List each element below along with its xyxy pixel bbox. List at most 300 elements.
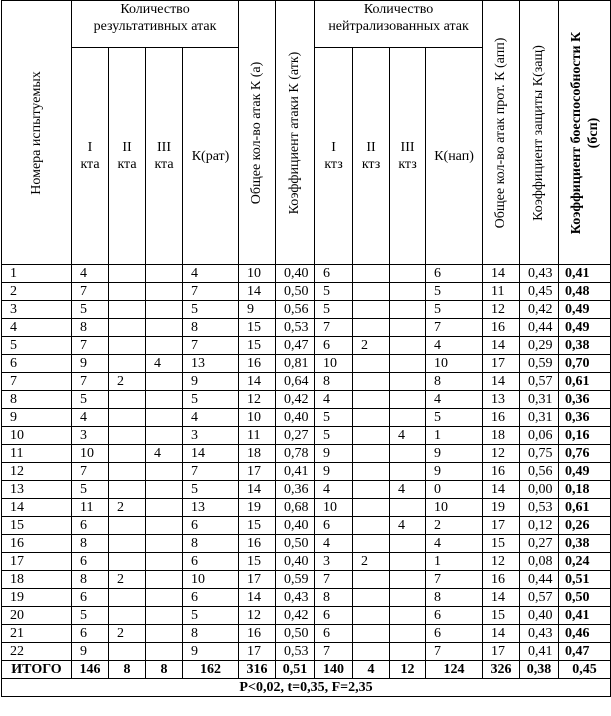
cell-neutralized-1: 5	[315, 283, 353, 301]
cell-neutralized-2	[353, 499, 390, 517]
cell-coef-attack: 0,78	[276, 445, 315, 463]
cell-attacks-rat: 8	[183, 535, 239, 553]
cell-total-opp-attacks: 14	[483, 625, 520, 643]
table-row	[2, 427, 611, 445]
cell-coef-defense: 0,29	[520, 337, 559, 355]
cell-neutralized-1: 9	[315, 445, 353, 463]
cell-total-attacks: 14	[239, 481, 276, 499]
header-coef-combat: Коэффициент боеспособности К (бсп)	[559, 1, 611, 265]
header-sub-attack-1: I кта	[72, 48, 109, 265]
cell-attacks-3	[146, 283, 183, 301]
cell-coef-attack: 0,40	[276, 553, 315, 571]
cell-attacks-1: 5	[72, 391, 109, 409]
total-attacks-1: 146	[72, 661, 109, 679]
table-body	[2, 265, 611, 661]
cell-neutralized-2	[353, 643, 390, 661]
cell-neutralized-nap: 8	[426, 589, 483, 607]
cell-neutralized-nap: 5	[426, 409, 483, 427]
cell-neutralized-1: 3	[315, 553, 353, 571]
cell-coef-defense: 0,40	[520, 607, 559, 625]
cell-coef-defense: 0,45	[520, 283, 559, 301]
total-coef-combat: 0,45	[559, 661, 611, 679]
cell-attacks-2	[109, 301, 146, 319]
table-row	[2, 517, 611, 535]
cell-coef-attack: 0,40	[276, 409, 315, 427]
table-row	[2, 319, 611, 337]
cell-coef-attack: 0,42	[276, 391, 315, 409]
cell-attacks-3	[146, 625, 183, 643]
cell-coef-defense: 0,44	[520, 571, 559, 589]
cell-row-number: 16	[2, 535, 72, 553]
total-neutralized-3: 12	[390, 661, 426, 679]
cell-neutralized-2	[353, 517, 390, 535]
cell-attacks-3	[146, 571, 183, 589]
cell-coef-combat: 0,50	[559, 589, 611, 607]
cell-total-attacks: 10	[239, 265, 276, 283]
cell-attacks-1: 6	[72, 625, 109, 643]
cell-attacks-3	[146, 265, 183, 283]
total-neutralized-2: 4	[353, 661, 390, 679]
table-row	[2, 553, 611, 571]
header-total-attacks: Общее кол-во атак К (а)	[239, 1, 276, 265]
table-row	[2, 265, 611, 283]
cell-total-attacks: 9	[239, 301, 276, 319]
cell-attacks-2: 2	[109, 499, 146, 517]
cell-total-attacks: 11	[239, 427, 276, 445]
total-attacks-2: 8	[109, 661, 146, 679]
header-sub-attack-3: III кта	[146, 48, 183, 265]
cell-neutralized-3	[390, 571, 426, 589]
cell-total-attacks: 14	[239, 283, 276, 301]
table-row	[2, 355, 611, 373]
cell-attacks-rat: 5	[183, 301, 239, 319]
cell-attacks-1: 11	[72, 499, 109, 517]
cell-attacks-2	[109, 427, 146, 445]
cell-coef-defense: 0,00	[520, 481, 559, 499]
cell-neutralized-3	[390, 301, 426, 319]
cell-neutralized-nap: 8	[426, 373, 483, 391]
cell-neutralized-1: 4	[315, 391, 353, 409]
cell-attacks-3	[146, 409, 183, 427]
cell-attacks-rat: 5	[183, 391, 239, 409]
cell-attacks-2	[109, 391, 146, 409]
cell-neutralized-nap: 4	[426, 391, 483, 409]
cell-neutralized-2: 2	[353, 553, 390, 571]
cell-attacks-2	[109, 553, 146, 571]
table-row	[2, 463, 611, 481]
cell-neutralized-1: 6	[315, 337, 353, 355]
cell-coef-attack: 0,59	[276, 571, 315, 589]
cell-total-attacks: 15	[239, 553, 276, 571]
cell-attacks-rat: 6	[183, 589, 239, 607]
cell-coef-attack: 0,56	[276, 301, 315, 319]
cell-row-number: 20	[2, 607, 72, 625]
cell-neutralized-nap: 0	[426, 481, 483, 499]
cell-total-opp-attacks: 19	[483, 499, 520, 517]
cell-neutralized-1: 7	[315, 643, 353, 661]
cell-attacks-1: 7	[72, 373, 109, 391]
cell-neutralized-nap: 4	[426, 535, 483, 553]
cell-attacks-3	[146, 535, 183, 553]
cell-attacks-3	[146, 337, 183, 355]
cell-attacks-2	[109, 319, 146, 337]
cell-row-number: 19	[2, 589, 72, 607]
cell-coef-combat: 0,49	[559, 301, 611, 319]
cell-attacks-3: 4	[146, 445, 183, 463]
total-neutralized-1: 140	[315, 661, 353, 679]
cell-total-attacks: 19	[239, 499, 276, 517]
cell-attacks-3: 4	[146, 355, 183, 373]
cell-coef-defense: 0,12	[520, 517, 559, 535]
cell-row-number: 3	[2, 301, 72, 319]
cell-total-attacks: 10	[239, 409, 276, 427]
cell-attacks-rat: 8	[183, 319, 239, 337]
cell-coef-attack: 0,50	[276, 283, 315, 301]
cell-neutralized-1: 7	[315, 571, 353, 589]
cell-total-opp-attacks: 16	[483, 571, 520, 589]
table-row	[2, 337, 611, 355]
cell-attacks-1: 8	[72, 319, 109, 337]
cell-coef-combat: 0,16	[559, 427, 611, 445]
cell-total-opp-attacks: 12	[483, 301, 520, 319]
cell-attacks-rat: 4	[183, 265, 239, 283]
header-numbers: Номера испытуемых	[2, 1, 72, 265]
cell-attacks-3	[146, 301, 183, 319]
cell-attacks-2	[109, 409, 146, 427]
cell-total-opp-attacks: 17	[483, 355, 520, 373]
cell-attacks-1: 6	[72, 553, 109, 571]
cell-coef-defense: 0,06	[520, 427, 559, 445]
table-row	[2, 301, 611, 319]
header-sub-neutralized-nap: К(нап)	[426, 48, 483, 265]
cell-coef-attack: 0,36	[276, 481, 315, 499]
total-coef-attack: 0,51	[276, 661, 315, 679]
cell-neutralized-3	[390, 589, 426, 607]
cell-attacks-2	[109, 445, 146, 463]
cell-neutralized-3	[390, 409, 426, 427]
table-row	[2, 571, 611, 589]
cell-attacks-3	[146, 517, 183, 535]
cell-neutralized-1: 6	[315, 607, 353, 625]
cell-total-opp-attacks: 16	[483, 409, 520, 427]
cell-coef-defense: 0,57	[520, 373, 559, 391]
header-sub-neutralized-2: II ктз	[353, 48, 390, 265]
cell-coef-defense: 0,31	[520, 409, 559, 427]
cell-attacks-3	[146, 391, 183, 409]
cell-attacks-2: 2	[109, 373, 146, 391]
cell-neutralized-nap: 5	[426, 283, 483, 301]
cell-neutralized-2	[353, 373, 390, 391]
cell-neutralized-3	[390, 535, 426, 553]
total-total-attacks: 316	[239, 661, 276, 679]
cell-attacks-1: 7	[72, 283, 109, 301]
results-table	[1, 0, 611, 697]
cell-coef-combat: 0,49	[559, 463, 611, 481]
cell-row-number: 17	[2, 553, 72, 571]
cell-total-opp-attacks: 15	[483, 607, 520, 625]
cell-total-attacks: 15	[239, 517, 276, 535]
cell-attacks-2	[109, 283, 146, 301]
cell-coef-combat: 0,61	[559, 373, 611, 391]
cell-neutralized-nap: 1	[426, 427, 483, 445]
cell-attacks-3	[146, 481, 183, 499]
cell-attacks-rat: 7	[183, 337, 239, 355]
cell-attacks-rat: 6	[183, 553, 239, 571]
cell-coef-defense: 0,42	[520, 301, 559, 319]
cell-attacks-3	[146, 373, 183, 391]
table-footer	[2, 661, 611, 697]
cell-coef-combat: 0,36	[559, 391, 611, 409]
cell-row-number: 15	[2, 517, 72, 535]
cell-coef-defense: 0,56	[520, 463, 559, 481]
cell-row-number: 5	[2, 337, 72, 355]
cell-attacks-rat: 7	[183, 463, 239, 481]
cell-attacks-2: 2	[109, 571, 146, 589]
cell-coef-attack: 0,42	[276, 607, 315, 625]
cell-neutralized-3	[390, 337, 426, 355]
cell-coef-combat: 0,76	[559, 445, 611, 463]
cell-attacks-1: 9	[72, 355, 109, 373]
cell-neutralized-2	[353, 625, 390, 643]
table-row	[2, 481, 611, 499]
cell-attacks-3	[146, 319, 183, 337]
cell-attacks-2	[109, 589, 146, 607]
table-row	[2, 589, 611, 607]
cell-neutralized-3	[390, 499, 426, 517]
header-sub-attack-rat: К(рат)	[183, 48, 239, 265]
cell-neutralized-nap: 4	[426, 337, 483, 355]
cell-total-attacks: 14	[239, 589, 276, 607]
cell-attacks-1: 5	[72, 607, 109, 625]
cell-coef-defense: 0,43	[520, 625, 559, 643]
cell-row-number: 14	[2, 499, 72, 517]
cell-attacks-3	[146, 643, 183, 661]
cell-attacks-rat: 5	[183, 481, 239, 499]
cell-total-attacks: 16	[239, 355, 276, 373]
cell-coef-defense: 0,75	[520, 445, 559, 463]
cell-total-attacks: 18	[239, 445, 276, 463]
cell-coef-defense: 0,43	[520, 265, 559, 283]
cell-neutralized-nap: 9	[426, 445, 483, 463]
cell-neutralized-2	[353, 301, 390, 319]
cell-neutralized-3	[390, 553, 426, 571]
table-row	[2, 499, 611, 517]
cell-neutralized-3: 4	[390, 427, 426, 445]
cell-neutralized-nap: 7	[426, 571, 483, 589]
cell-attacks-3	[146, 499, 183, 517]
cell-attacks-rat: 9	[183, 373, 239, 391]
cell-attacks-rat: 13	[183, 355, 239, 373]
cell-neutralized-3	[390, 373, 426, 391]
cell-neutralized-1: 8	[315, 373, 353, 391]
cell-total-opp-attacks: 17	[483, 517, 520, 535]
cell-attacks-1: 7	[72, 337, 109, 355]
cell-neutralized-3	[390, 463, 426, 481]
cell-attacks-2	[109, 607, 146, 625]
cell-attacks-rat: 3	[183, 427, 239, 445]
cell-coef-combat: 0,47	[559, 643, 611, 661]
cell-total-opp-attacks: 16	[483, 319, 520, 337]
cell-coef-combat: 0,61	[559, 499, 611, 517]
cell-attacks-rat: 14	[183, 445, 239, 463]
header-sub-neutralized-3: III ктз	[390, 48, 426, 265]
cell-neutralized-nap: 7	[426, 643, 483, 661]
cell-attacks-3	[146, 427, 183, 445]
cell-total-attacks: 16	[239, 535, 276, 553]
cell-total-opp-attacks: 18	[483, 427, 520, 445]
cell-coef-defense: 0,31	[520, 391, 559, 409]
cell-total-attacks: 17	[239, 571, 276, 589]
cell-neutralized-1: 5	[315, 301, 353, 319]
cell-attacks-2	[109, 643, 146, 661]
cell-coef-attack: 0,47	[276, 337, 315, 355]
cell-coef-attack: 0,68	[276, 499, 315, 517]
cell-coef-attack: 0,41	[276, 463, 315, 481]
cell-row-number: 22	[2, 643, 72, 661]
header-sub-attack-2: II кта	[109, 48, 146, 265]
cell-neutralized-2: 2	[353, 337, 390, 355]
total-attacks-rat: 162	[183, 661, 239, 679]
cell-attacks-2	[109, 481, 146, 499]
cell-coef-defense: 0,53	[520, 499, 559, 517]
cell-neutralized-2	[353, 427, 390, 445]
cell-neutralized-2	[353, 265, 390, 283]
cell-attacks-3	[146, 589, 183, 607]
cell-coef-attack: 0,27	[276, 427, 315, 445]
cell-row-number: 7	[2, 373, 72, 391]
cell-neutralized-nap: 10	[426, 355, 483, 373]
cell-total-opp-attacks: 14	[483, 589, 520, 607]
cell-neutralized-1: 10	[315, 355, 353, 373]
cell-coef-attack: 0,40	[276, 517, 315, 535]
total-row-number: ИТОГО	[2, 661, 72, 679]
cell-neutralized-nap: 10	[426, 499, 483, 517]
cell-neutralized-nap: 2	[426, 517, 483, 535]
table-row	[2, 391, 611, 409]
cell-row-number: 4	[2, 319, 72, 337]
cell-neutralized-3	[390, 355, 426, 373]
cell-attacks-2	[109, 517, 146, 535]
cell-coef-combat: 0,26	[559, 517, 611, 535]
cell-neutralized-1: 4	[315, 535, 353, 553]
cell-attacks-1: 6	[72, 517, 109, 535]
cell-attacks-1: 5	[72, 481, 109, 499]
cell-neutralized-3	[390, 265, 426, 283]
cell-coef-combat: 0,18	[559, 481, 611, 499]
cell-attacks-1: 4	[72, 409, 109, 427]
cell-coef-combat: 0,51	[559, 571, 611, 589]
cell-total-opp-attacks: 13	[483, 391, 520, 409]
cell-row-number: 12	[2, 463, 72, 481]
cell-coef-attack: 0,64	[276, 373, 315, 391]
cell-attacks-2	[109, 463, 146, 481]
cell-coef-defense: 0,59	[520, 355, 559, 373]
cell-neutralized-3	[390, 391, 426, 409]
cell-neutralized-1: 10	[315, 499, 353, 517]
cell-neutralized-2	[353, 481, 390, 499]
cell-neutralized-1: 6	[315, 625, 353, 643]
header-coef-attack: Коэффициент атаки К (атк)	[276, 1, 315, 265]
cell-total-attacks: 15	[239, 337, 276, 355]
cell-neutralized-3	[390, 643, 426, 661]
cell-coef-combat: 0,38	[559, 535, 611, 553]
cell-neutralized-nap: 6	[426, 607, 483, 625]
cell-row-number: 9	[2, 409, 72, 427]
cell-neutralized-1: 5	[315, 427, 353, 445]
cell-attacks-rat: 4	[183, 409, 239, 427]
cell-neutralized-2	[353, 319, 390, 337]
total-total-opp-attacks: 326	[483, 661, 520, 679]
cell-coef-attack: 0,50	[276, 535, 315, 553]
cell-attacks-1: 9	[72, 643, 109, 661]
cell-attacks-rat: 6	[183, 517, 239, 535]
cell-coef-defense: 0,08	[520, 553, 559, 571]
total-attacks-3: 8	[146, 661, 183, 679]
cell-attacks-rat: 5	[183, 607, 239, 625]
table-row	[2, 373, 611, 391]
cell-neutralized-2	[353, 409, 390, 427]
cell-attacks-1: 10	[72, 445, 109, 463]
cell-total-opp-attacks: 14	[483, 373, 520, 391]
cell-total-opp-attacks: 11	[483, 283, 520, 301]
cell-coef-attack: 0,53	[276, 643, 315, 661]
cell-attacks-2	[109, 337, 146, 355]
cell-coef-attack: 0,53	[276, 319, 315, 337]
cell-total-attacks: 12	[239, 607, 276, 625]
cell-neutralized-1: 8	[315, 589, 353, 607]
cell-neutralized-nap: 5	[426, 301, 483, 319]
cell-coef-defense: 0,44	[520, 319, 559, 337]
cell-attacks-2	[109, 535, 146, 553]
cell-row-number: 10	[2, 427, 72, 445]
cell-neutralized-2	[353, 463, 390, 481]
total-neutralized-nap: 124	[426, 661, 483, 679]
cell-coef-defense: 0,41	[520, 643, 559, 661]
cell-total-opp-attacks: 16	[483, 463, 520, 481]
cell-neutralized-3	[390, 283, 426, 301]
cell-coef-combat: 0,36	[559, 409, 611, 427]
cell-coef-attack: 0,81	[276, 355, 315, 373]
cell-coef-attack: 0,40	[276, 265, 315, 283]
cell-attacks-rat: 10	[183, 571, 239, 589]
cell-neutralized-1: 6	[315, 517, 353, 535]
cell-attacks-1: 6	[72, 589, 109, 607]
cell-neutralized-nap: 6	[426, 625, 483, 643]
cell-coef-combat: 0,48	[559, 283, 611, 301]
cell-attacks-2: 2	[109, 625, 146, 643]
cell-total-opp-attacks: 15	[483, 535, 520, 553]
cell-row-number: 13	[2, 481, 72, 499]
cell-neutralized-2	[353, 607, 390, 625]
cell-coef-combat: 0,24	[559, 553, 611, 571]
cell-coef-attack: 0,43	[276, 589, 315, 607]
cell-coef-attack: 0,50	[276, 625, 315, 643]
cell-total-attacks: 14	[239, 373, 276, 391]
header-coef-defense: Коэффициент защиты К(защ)	[520, 1, 559, 265]
cell-total-attacks: 15	[239, 319, 276, 337]
cell-attacks-1: 4	[72, 265, 109, 283]
cell-row-number: 2	[2, 283, 72, 301]
cell-coef-defense: 0,57	[520, 589, 559, 607]
statistics-note: P<0,02, t=0,35, F=2,35	[2, 679, 611, 697]
cell-total-opp-attacks: 14	[483, 337, 520, 355]
cell-attacks-3	[146, 463, 183, 481]
total-coef-defense: 0,38	[520, 661, 559, 679]
cell-total-opp-attacks: 14	[483, 481, 520, 499]
cell-attacks-1: 5	[72, 301, 109, 319]
cell-coef-combat: 0,41	[559, 607, 611, 625]
cell-neutralized-nap: 1	[426, 553, 483, 571]
